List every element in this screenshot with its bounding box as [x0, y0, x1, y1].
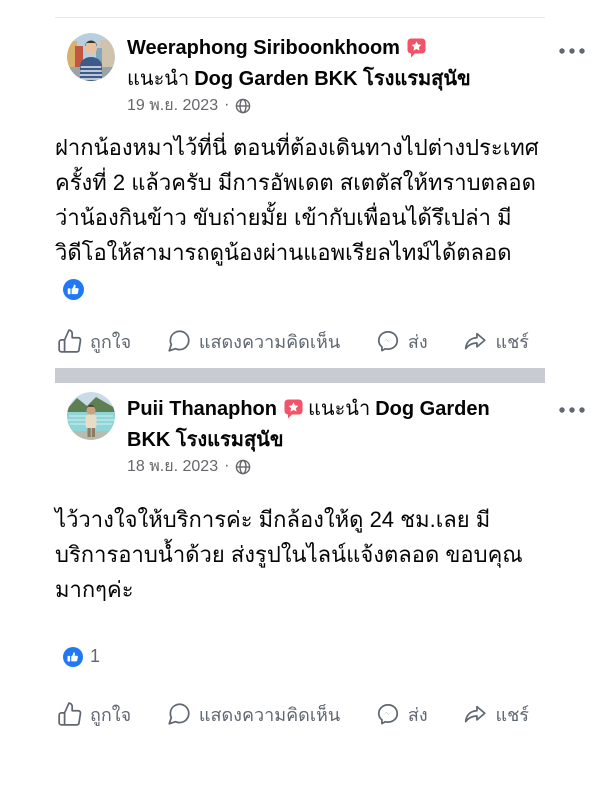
messenger-icon [379, 332, 397, 351]
post-headline [127, 396, 495, 454]
globe-privacy-icon [235, 98, 251, 114]
page-name-link[interactable]: Dog Garden BKK โรงแรมสุนัข [127, 398, 490, 451]
post-date[interactable]: 19 พ.ย. 2023 [127, 96, 219, 114]
action-bar [55, 327, 545, 355]
post-body-text: ฝากน้องหมาไว้ที่นี่ ตอนที่ต้องเดินทางไปต่างประเทศครั้งที่ 2 แล้วครับ มีการอัพเดต สเตตัสให้ทราบตลอดว่าน้องกินข้าว ขับถ่ายมั้ย เข้ากับเพื่อนได้รึเปล่า มีวิดีโอให้สามารถดูน้องผ่านแอพเรียลไทม์ได้ตลอด [55, 135, 539, 265]
share-arrow-icon [466, 707, 485, 722]
like-count[interactable]: 1 [90, 646, 101, 666]
post-header [55, 33, 545, 117]
post-menu-button[interactable] [552, 39, 592, 62]
ellipsis-icon [559, 407, 584, 412]
like-button[interactable]: ถูกใจ [57, 700, 131, 729]
like-button[interactable]: ถูกใจ [57, 327, 131, 356]
share-button[interactable]: แชร์ [462, 700, 529, 729]
review-post-1 [55, 17, 545, 355]
send-button[interactable]: ส่ง [375, 700, 428, 729]
recommends-label: แนะนำ [127, 68, 190, 90]
meta-separator: · [224, 96, 230, 113]
recommends-badge-icon [283, 398, 304, 427]
avatar[interactable] [67, 392, 115, 440]
like-reaction-icon[interactable] [63, 647, 83, 667]
post-body-text: ไว้วางใจให้บริการค่ะ มีกล้องให้ดู 24 ชม.เลย มีบริการอาบน้ำด้วย ส่งรูปในไลน์แจ้งตลอด ขอบคุณมากๆค่ะ [55, 507, 523, 602]
comment-button[interactable]: แสดงความคิดเห็น [166, 327, 340, 356]
post-headline-block [127, 33, 495, 117]
reactions-row[interactable] [55, 646, 545, 667]
post-headline-block [127, 392, 495, 478]
comment-button[interactable]: แสดงความคิดเห็น [166, 700, 340, 729]
post-header [55, 392, 545, 478]
action-bar [55, 700, 545, 728]
send-button[interactable]: ส่ง [375, 327, 428, 356]
comment-bubble-icon [169, 331, 189, 351]
ellipsis-icon [559, 48, 584, 53]
post-meta [127, 454, 495, 478]
like-reaction-icon[interactable] [63, 279, 84, 300]
comment-bubble-icon [169, 704, 189, 724]
post-menu-button[interactable] [552, 398, 592, 421]
globe-privacy-icon [235, 459, 251, 475]
review-post-2 [55, 383, 545, 728]
feed-divider [55, 368, 545, 383]
post-headline [127, 35, 495, 93]
meta-separator: · [224, 457, 230, 474]
recommends-label: แนะนำ [308, 398, 371, 420]
post-date[interactable]: 18 พ.ย. 2023 [127, 457, 219, 475]
recommends-badge-icon [406, 37, 427, 66]
page-name-link[interactable]: Dog Garden BKK โรงแรมสุนัข [194, 68, 471, 90]
author-name[interactable]: Puii Thanaphon [127, 398, 277, 420]
post-meta [127, 93, 495, 117]
messenger-icon [379, 705, 397, 724]
share-arrow-icon [466, 334, 485, 349]
author-name[interactable]: Weeraphong Siriboonkhoom [127, 37, 400, 59]
reactions-row[interactable] [55, 279, 545, 300]
avatar[interactable] [67, 33, 115, 81]
thumbs-up-icon [59, 703, 80, 725]
thumbs-up-icon [59, 330, 80, 352]
share-button[interactable]: แชร์ [462, 327, 529, 356]
